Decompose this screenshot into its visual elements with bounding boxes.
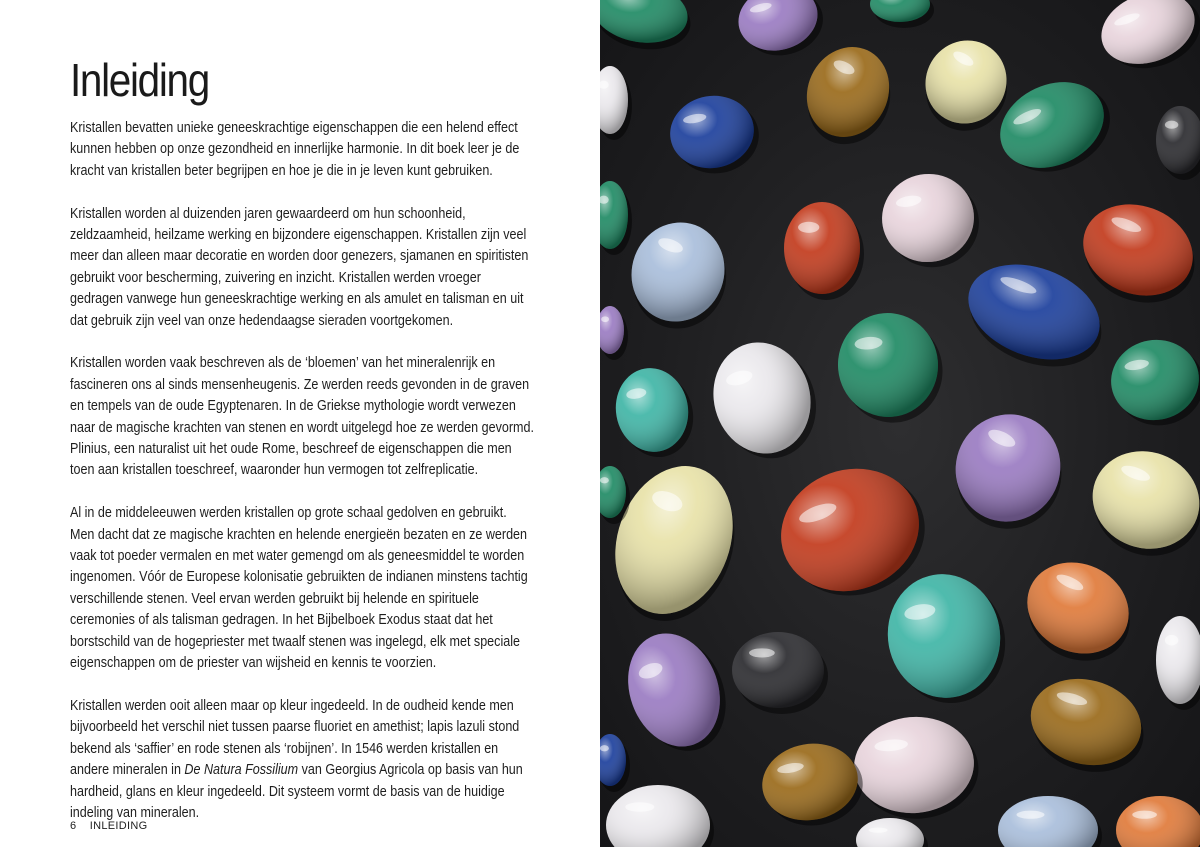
stone-edge-left-1 (600, 66, 632, 140)
stone-amethyst-1 (936, 397, 1082, 546)
paragraph-1: Kristallen bevatten unieke geneeskrachtige eigenschappen die een helend effect kunnen hebben op onze gezondheid en innerlijke harmonie. In dit boek leer je de kracht van kristallen beter begrijpen en hoe je die in je leven kunt gebruiken. (70, 120, 520, 179)
body-text (70, 118, 534, 846)
page-footer (70, 820, 148, 832)
page-title: Inleiding (70, 54, 209, 106)
stone-carnelian-1 (1010, 546, 1148, 677)
crystals-photo (600, 0, 1200, 847)
paragraph-5-text-end: van Georgius Agricola op basis van hun hardheid, glans en kleur ingedeeld. Dit systeem vormt de basis van de huidige indeling van mineralen. (70, 762, 523, 821)
stone-blue-agate (664, 89, 764, 181)
paragraph-3: Kristallen worden vaak beschreven als de ‘bloemen’ van het mineralenrijk en fascineren ons al sinds mensenheugenis. Ze werden reeds gevonden in de graven en tempels van de oude Egyptenaren. In de Griekse mythologie wordt verwezen naar de magische krachten van stenen en wordt uitgelegd hoe ze werden gevormd. Plinius, een naturalist uit het oude Rome, beschreef de eigenschappen die men toen aan kristallen toeschreef, waaronder hun vermogen tot zelfreplicatie. (70, 355, 534, 479)
stone-edge-left-4 (600, 466, 630, 524)
stone-sodalite (998, 796, 1102, 847)
book-title-italic: De Natura Fossilium (184, 762, 299, 779)
stone-rose-top-right (1091, 0, 1200, 82)
stone-red-jasper-1 (784, 202, 864, 300)
stone-amazonite-2 (878, 565, 1015, 713)
stone-tigers-eye-3 (756, 736, 869, 834)
page-number: 6 (70, 820, 77, 832)
stone-aventurine-top (870, 0, 934, 28)
section-name: INLEIDING (89, 820, 148, 832)
paragraph-5-text-start: Kristallen werden ooit alleen maar op kleur ingedeeld. In de oudheid kende men bijvoorbeeld het verschil niet tussen paarse fluoriet en amethist; lapis lazuli stond bekend als ‘saffier’ en rode stenen als ‘robijnen’. In 1546 werden kristallen en andere mineralen in (70, 697, 520, 779)
paragraph-4: Al in de middeleeuwen werden kristallen op grote schaal gedolven en gebruikt. Men dacht dat ze magische krachten en helende energieën bezaten en ze werden vaak tot poeder vermalen en met water gemengd om als geneesmiddel te worden ingenomen. Vóór de Europese kolonisatie gebruikten de indianen minstens tachtig verschillende stenen. Veel ervan werden gebruikt bij helende en spirituele ceremonies of als talisman gedragen. In het Bijbelboek Exodus staat dat het borstschild van de hogepriester met twaalf stenen was ingelegd, elk met speciale eigenschappen om de priester van wijsheid en kennis te voorzien. (70, 505, 528, 672)
stone-clear-quartz-1 (701, 330, 828, 470)
stone-tigers-eye-1 (790, 33, 908, 157)
stone-citrine-2 (1077, 436, 1200, 570)
stone-amethyst-top (731, 0, 830, 65)
stone-malachite (986, 64, 1124, 189)
stone-jade (1105, 332, 1200, 433)
stone-aventurine-1 (834, 308, 947, 427)
stone-tigers-eye-2 (1019, 667, 1154, 784)
stone-rose-quartz-1 (875, 166, 986, 275)
stone-carnelian-2 (1116, 796, 1200, 847)
paragraph-2: Kristallen worden al duizenden jaren gewaardeerd om hun schoonheid, zeldzaamheid, heilzame werking en bijzondere eigenschappen. Kristallen zijn veel meer dan alleen maar decoratie en worden door genezers, sjamanen en spiritisten gebruikt voor bescherming, zuivering en inzicht. Kristallen werden vroeger gedragen vanwege hun geneeskrachtige werking en als amulet en talisman en uit dat gebruik zijn veel van onze hedendaagse sieraden voortgekomen. (70, 205, 529, 329)
stone-edge-left-2 (600, 181, 632, 255)
stone-green-top (600, 0, 696, 56)
paragraph-5 (70, 696, 534, 824)
stone-blue-lace (616, 209, 742, 341)
stone-edge-left-3 (600, 306, 628, 360)
stone-rose-quartz-2 (850, 712, 982, 824)
stone-edge-left-5 (600, 734, 630, 792)
stone-obsidian-1 (732, 632, 828, 714)
tumbled-stones-image (600, 0, 1200, 847)
stone-dark-right (1156, 106, 1200, 180)
stone-quartz-right (1156, 616, 1200, 710)
stone-amethyst-2 (613, 619, 741, 765)
stone-quartz-bottom-2 (856, 818, 928, 847)
stone-amazonite-1 (609, 362, 699, 464)
stone-quartz-bottom (606, 785, 714, 847)
